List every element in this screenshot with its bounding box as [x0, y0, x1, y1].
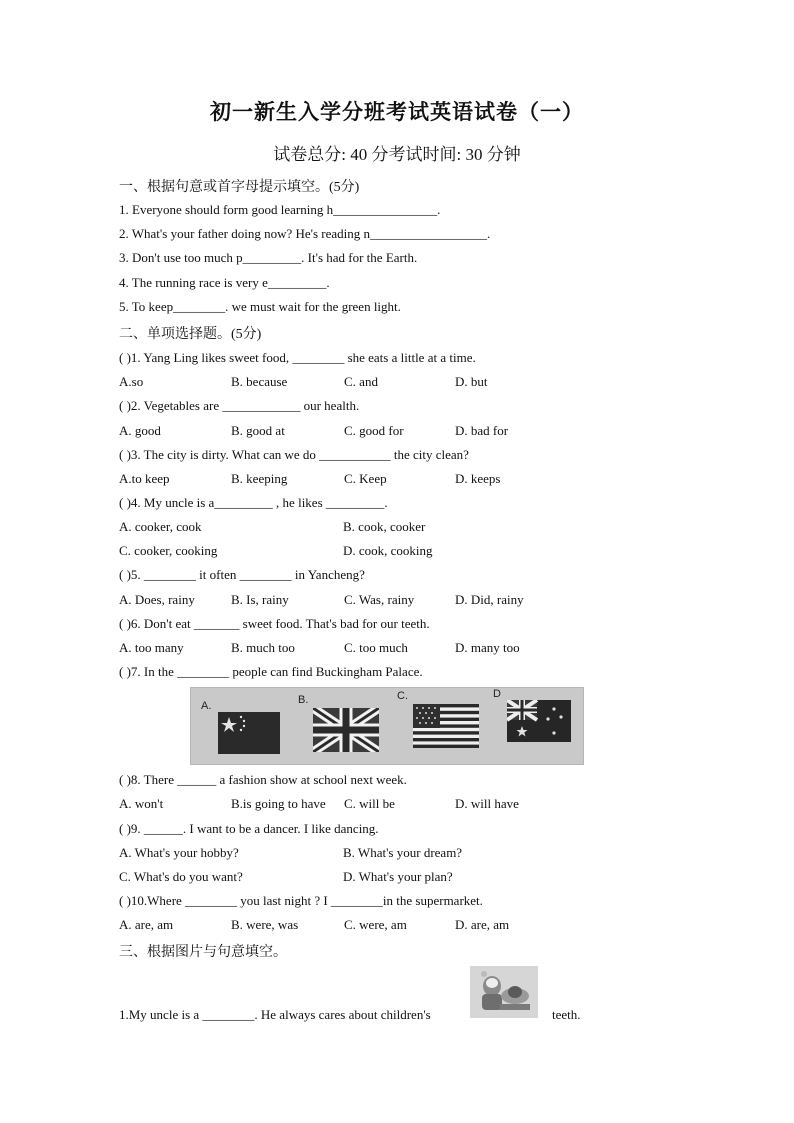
question-3-stem: ( )3. The city is dirty. What can we do ___________ the city clean? — [119, 447, 469, 462]
q10-option-a: A. are, am — [119, 917, 174, 932]
flag-label-b: B. — [298, 694, 309, 706]
dentist-photo-icon — [470, 966, 538, 1018]
question-4-stem: ( )4. My uncle is a_________ , he likes _________. — [119, 495, 388, 510]
q1-option-b: B. because — [231, 374, 288, 389]
q9-option-c: C. What's do you want? — [119, 869, 243, 884]
q6-option-c: C. too much — [344, 640, 408, 655]
q9-option-d: D. What's your plan? — [343, 869, 453, 884]
q5-option-d: D. Did, rainy — [455, 592, 524, 607]
question-10-stem: ( )10.Where ________ you last night ? I ________in the supermarket. — [119, 893, 483, 908]
q4-option-b: B. cook, cooker — [343, 519, 426, 534]
q5-option-b: B. Is, rainy — [231, 592, 289, 607]
q8-option-c: C. will be — [344, 796, 395, 811]
q8-option-b: B.is going to have — [231, 796, 326, 811]
q10-option-d: D. are, am — [455, 917, 510, 932]
fill-item-4: 4. The running race is very e_________. — [119, 275, 330, 290]
section3-heading: 三、根据图片与句意填空。 — [119, 945, 287, 960]
q10-option-c: C. were, am — [344, 917, 407, 932]
q3-option-b: B. keeping — [231, 471, 288, 486]
question-7-stem: ( )7. In the ________ people can find Buckingham Palace. — [119, 664, 423, 679]
question-6-stem: ( )6. Don't eat _______ sweet food. That's bad for our teeth. — [119, 616, 430, 631]
q6-option-b: B. much too — [231, 640, 295, 655]
australia-flag-icon — [507, 700, 571, 742]
question-5-stem: ( )5. ________ it often ________ in Yancheng? — [119, 567, 365, 582]
fill-item-5: 5. To keep________. we must wait for the green light. — [119, 299, 401, 314]
q4-option-c: C. cooker, cooking — [119, 543, 218, 558]
q3-option-d: D. keeps — [455, 471, 501, 486]
q2-option-d: D. bad for — [455, 423, 509, 438]
question-2-stem: ( )2. Vegetables are ____________ our health. — [119, 398, 360, 413]
fill-item-2: 2. What's your father doing now? He's reading n__________________. — [119, 226, 491, 241]
q5-option-c: C. Was, rainy — [344, 592, 415, 607]
q1-option-a: A.so — [119, 374, 144, 389]
q6-option-d: D. many too — [455, 640, 520, 655]
q9-option-a: A. What's your hobby? — [119, 845, 239, 860]
picture-fill-item-1-ending: teeth. — [552, 1007, 581, 1022]
fill-item-1: 1. Everyone should form good learning h________________. — [119, 202, 441, 217]
exam-subtitle: 试卷总分: 40 分考试时间: 30 分钟 — [273, 145, 521, 164]
uk-flag-icon — [313, 708, 379, 752]
question-8-stem: ( )8. There ______ a fashion show at school next week. — [119, 772, 407, 787]
question-9-stem: ( )9. ______. I want to be a dancer. I like dancing. — [119, 821, 379, 836]
q9-option-b: B. What's your dream? — [343, 845, 463, 860]
q2-option-b: B. good at — [231, 423, 285, 438]
section1-heading: 一、根据句意或首字母提示填空。(5分) — [119, 180, 360, 195]
exam-title: 初一新生入学分班考试英语试卷（一） — [210, 100, 584, 124]
q4-option-d: D. cook, cooking — [343, 543, 433, 558]
q8-option-a: A. won't — [119, 796, 164, 811]
q6-option-a: A. too many — [119, 640, 184, 655]
flag-label-c: C. — [397, 690, 408, 702]
flag-label-d: D — [493, 688, 501, 700]
china-flag-icon — [218, 712, 280, 754]
q3-option-c: C. Keep — [344, 471, 387, 486]
q1-option-c: C. and — [344, 374, 378, 389]
flag-label-a: A. — [201, 700, 212, 712]
q8-option-d: D. will have — [455, 796, 519, 811]
q3-option-a: A.to keep — [119, 471, 170, 486]
q4-option-a: A. cooker, cook — [119, 519, 202, 534]
q5-option-a: A. Does, rainy — [119, 592, 195, 607]
flag-options-image — [190, 687, 584, 765]
q10-option-b: B. were, was — [231, 917, 299, 932]
q2-option-c: C. good for — [344, 423, 404, 438]
question-1-stem: ( )1. Yang Ling likes sweet food, ________ she eats a little at a time. — [119, 350, 476, 365]
q1-option-d: D. but — [455, 374, 488, 389]
section2-heading: 二、单项选择题。(5分) — [119, 327, 262, 342]
usa-flag-icon — [413, 704, 479, 748]
q2-option-a: A. good — [119, 423, 161, 438]
fill-item-3: 3. Don't use too much p_________. It's had for the Earth. — [119, 250, 418, 265]
picture-fill-item-1: 1.My uncle is a ________. He always cares about children's — [119, 1007, 431, 1022]
